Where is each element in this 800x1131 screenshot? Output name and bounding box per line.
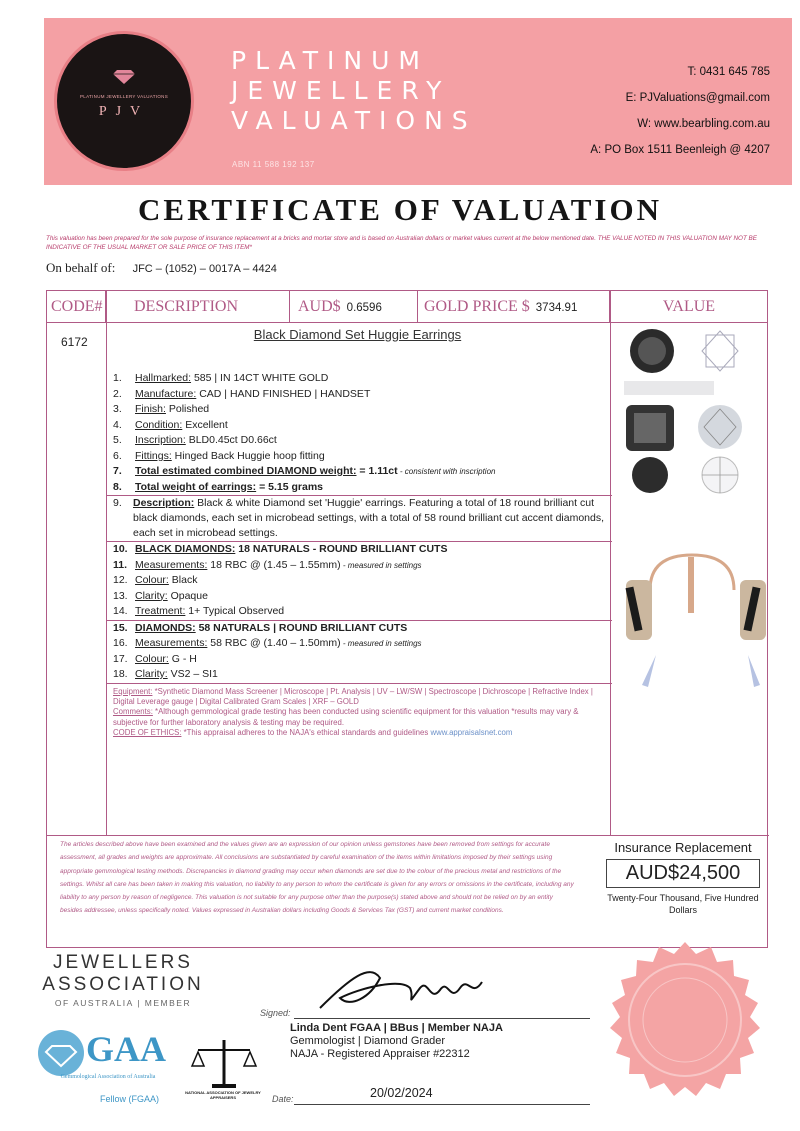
gold-price-header [418, 291, 610, 322]
ja-line-2: ASSOCIATION [42, 974, 204, 995]
valuation-disclaimer: This valuation has been prepared for the sole purpose of insurance replacement at a bricks and mortar store and is based on Australian dollars or market values current at the below mentioned date. THE VALUE NOTED IN THIS VALUATION MAY NOT BE INDICATIVE OF THE USUAL MARKET OR SALE PRICE OF THIS ITEM* [46, 235, 757, 251]
column-divider [610, 291, 611, 835]
detail-row: 17. Colour: G - H [113, 652, 197, 665]
detail-row: 3. Finish: Polished [113, 403, 210, 415]
signer-role: Gemmologist | Diamond Grader [290, 1035, 446, 1047]
detail-row: 13. Clarity: Opaque [113, 589, 208, 602]
gaa-emblem-icon [38, 1030, 84, 1076]
signer-name: Linda Dent FGAA | BBus | Member NAJA [290, 1022, 503, 1034]
item-title: Black Diamond Set Huggie Earrings [253, 327, 462, 342]
detail-row: 4. Condition: Excellent [113, 418, 228, 431]
handwritten-signature [310, 958, 490, 1020]
gaa-full-name: Gemmological Association of Australia [60, 1074, 156, 1080]
column-divider [106, 291, 107, 835]
email: E: PJValuations@gmail.com [625, 92, 770, 104]
equipment-notes: Equipment: *Synthetic Diamond Mass Screener | Microscope | Pt. Analysis | UV – LW/SW | Spectroscope | Dichroscope | Refractive Index | Digital Leverage gauge | Digital Calibrated Gram Scales | XRF – GOLD Comments: *Although gemmological grade testing has been conducted using scientific equipment for this valuation *results may vary & subjective for further laboratory analysis & testing may be required. CODE OF ETHICS: *This appraisal adheres to the NAJA's ethical standards and guidelines www.appraisalsnet.com [113, 686, 593, 738]
item-details [113, 371, 608, 739]
contact-details [590, 66, 770, 170]
item-images [612, 325, 767, 825]
detail-row: 14. Treatment: 1+ Typical Observed [113, 605, 285, 617]
detail-row: 6. Fittings: Hinged Back Huggie hoop fitting [113, 449, 325, 462]
insurance-label: Insurance Replacement [614, 840, 752, 855]
embossed-seal-icon [600, 940, 770, 1110]
legal-terms: The articles described above have been examined and the values given are an expression of our opinion unless gemstones have been removed from settings for accurate assessment, all grades and weights are approximate. All conclusions are substantiated by careful examination of the items within limitations imposed by their settings using appropriate gemmological testing methods. Discrepancies in diamond grading may occur when diamonds are set due to the colour of the precious metal and restrictions of the settings. Whilst all care has been taken in making this valuation, no liability to any person to whom the certificate is given for any errors or omissions in the certificate, including any liability to any person by reason of negligence. This valuation is not suitable for any purpose other than the purpose(s) stated above and should not be relied on by an entity besides addressee, unless specifically noted. Values expressed in Australian dollars including Goods & Services Tax (GST) and current market conditions. [60, 841, 574, 915]
detail-row: 9. Description: Black & white Diamond set 'Huggie' earrings. Featuring a total of 18 round brilliant cut black diamonds, each set in microbead settings, with a total of 58 round brilliant cut accent diamonds, each set in microbead settings. [113, 497, 605, 539]
phone: T: 0431 645 785 [687, 66, 770, 78]
detail-row: 10. BLACK DIAMONDS: 18 NATURALS - ROUND BRILLIANT CUTS [113, 543, 448, 555]
diamond-icon [113, 70, 135, 84]
detail-row: 16. Measurements: 58 RBC @ (1.40 – 1.50mm) - measured in settings [113, 637, 422, 649]
pjv-logo [54, 31, 194, 171]
signature-line [294, 1018, 590, 1019]
gold-value: 3734.91 [535, 302, 578, 314]
gold-label: GOLD PRICE $ [424, 298, 530, 315]
table-header [47, 291, 767, 323]
brand-line-2: JEWELLERY [231, 76, 451, 105]
detail-row: 1. Hallmarked: 585 | IN 14CT WHITE GOLD [113, 372, 329, 384]
ja-line-1: JEWELLERS [53, 952, 193, 973]
header-banner [44, 18, 792, 185]
aud-label: AUD$ [298, 298, 341, 315]
insurance-replacement [598, 840, 768, 916]
section-divider [107, 683, 612, 684]
diamond-photos [612, 325, 767, 825]
date-line [294, 1104, 590, 1105]
description-header: DESCRIPTION [106, 291, 290, 322]
signer-details [290, 1022, 503, 1061]
date-label: Date: [272, 1094, 294, 1104]
detail-row: 8. Total weight of earrings: = 5.15 grams [113, 480, 323, 493]
ethics-link[interactable]: www.appraisalsnet.com [430, 728, 513, 738]
logo-small-text: PLATINUM JEWELLERY VALUATIONS [79, 94, 169, 99]
code-header: CODE# [47, 291, 106, 322]
value-header: VALUE [662, 298, 716, 315]
jewellers-association-logo [38, 952, 208, 1008]
abn-number: ABN 11 588 192 137 [232, 160, 315, 169]
website: W: www.bearbling.com.au [637, 118, 770, 130]
detail-row: 2. Manufacture: CAD | HAND FINISHED | HANDSET [113, 387, 371, 400]
address: A: PO Box 1511 Beenleigh @ 4207 [590, 144, 770, 156]
naja-name: NATIONAL ASSOCIATION OF JEWELRY APPRAISERS [185, 1090, 261, 1100]
gaa-fellow: Fellow (FGAA) [100, 1094, 160, 1104]
certificate-title: CERTIFICATE OF VALUATION [138, 192, 662, 227]
insurance-value: AUD$24,500 [606, 859, 760, 888]
signed-label: Signed: [260, 1008, 291, 1018]
brand-name [231, 46, 477, 136]
detail-row: 12. Colour: Black [113, 574, 198, 586]
insurance-value-words: Twenty-Four Thousand, Five Hundred Dollars [607, 893, 759, 915]
behalf-value: JFC – (1052) – 0017A – 4424 [132, 263, 277, 275]
detail-row: 5. Inscription: BLD0.45ct D0.66ct [113, 434, 277, 446]
detail-row: 18. Clarity: VS2 – SI1 [113, 668, 218, 680]
detail-row: 11. Measurements: 18 RBC @ (1.45 – 1.55mm) - measured in settings [113, 558, 422, 571]
logo-monogram: PJV [98, 104, 150, 119]
detail-row: 7. Total estimated combined DIAMOND weight: = 1.11ct - consistent with inscription [113, 465, 496, 477]
ja-line-3: OF AUSTRALIA | MEMBER [54, 998, 192, 1008]
behalf-label: On behalf of: [46, 260, 116, 275]
brand-line-1: PLATINUM [231, 46, 429, 75]
aud-header [290, 291, 418, 322]
aud-value: 0.6596 [346, 302, 382, 314]
on-behalf-of [46, 260, 277, 276]
valuation-date: 20/02/2024 [370, 1086, 433, 1100]
detail-row: 15. DIAMONDS: 58 NATURALS | ROUND BRILLIANT CUTS [113, 621, 408, 634]
gaa-logo-text: GAA [86, 1029, 166, 1069]
brand-line-3: VALUATIONS [231, 106, 477, 135]
item-code: 6172 [61, 335, 88, 349]
naja-scales-icon [184, 1036, 264, 1097]
signer-registration: NAJA - Registered Appraiser #22312 [290, 1048, 470, 1060]
